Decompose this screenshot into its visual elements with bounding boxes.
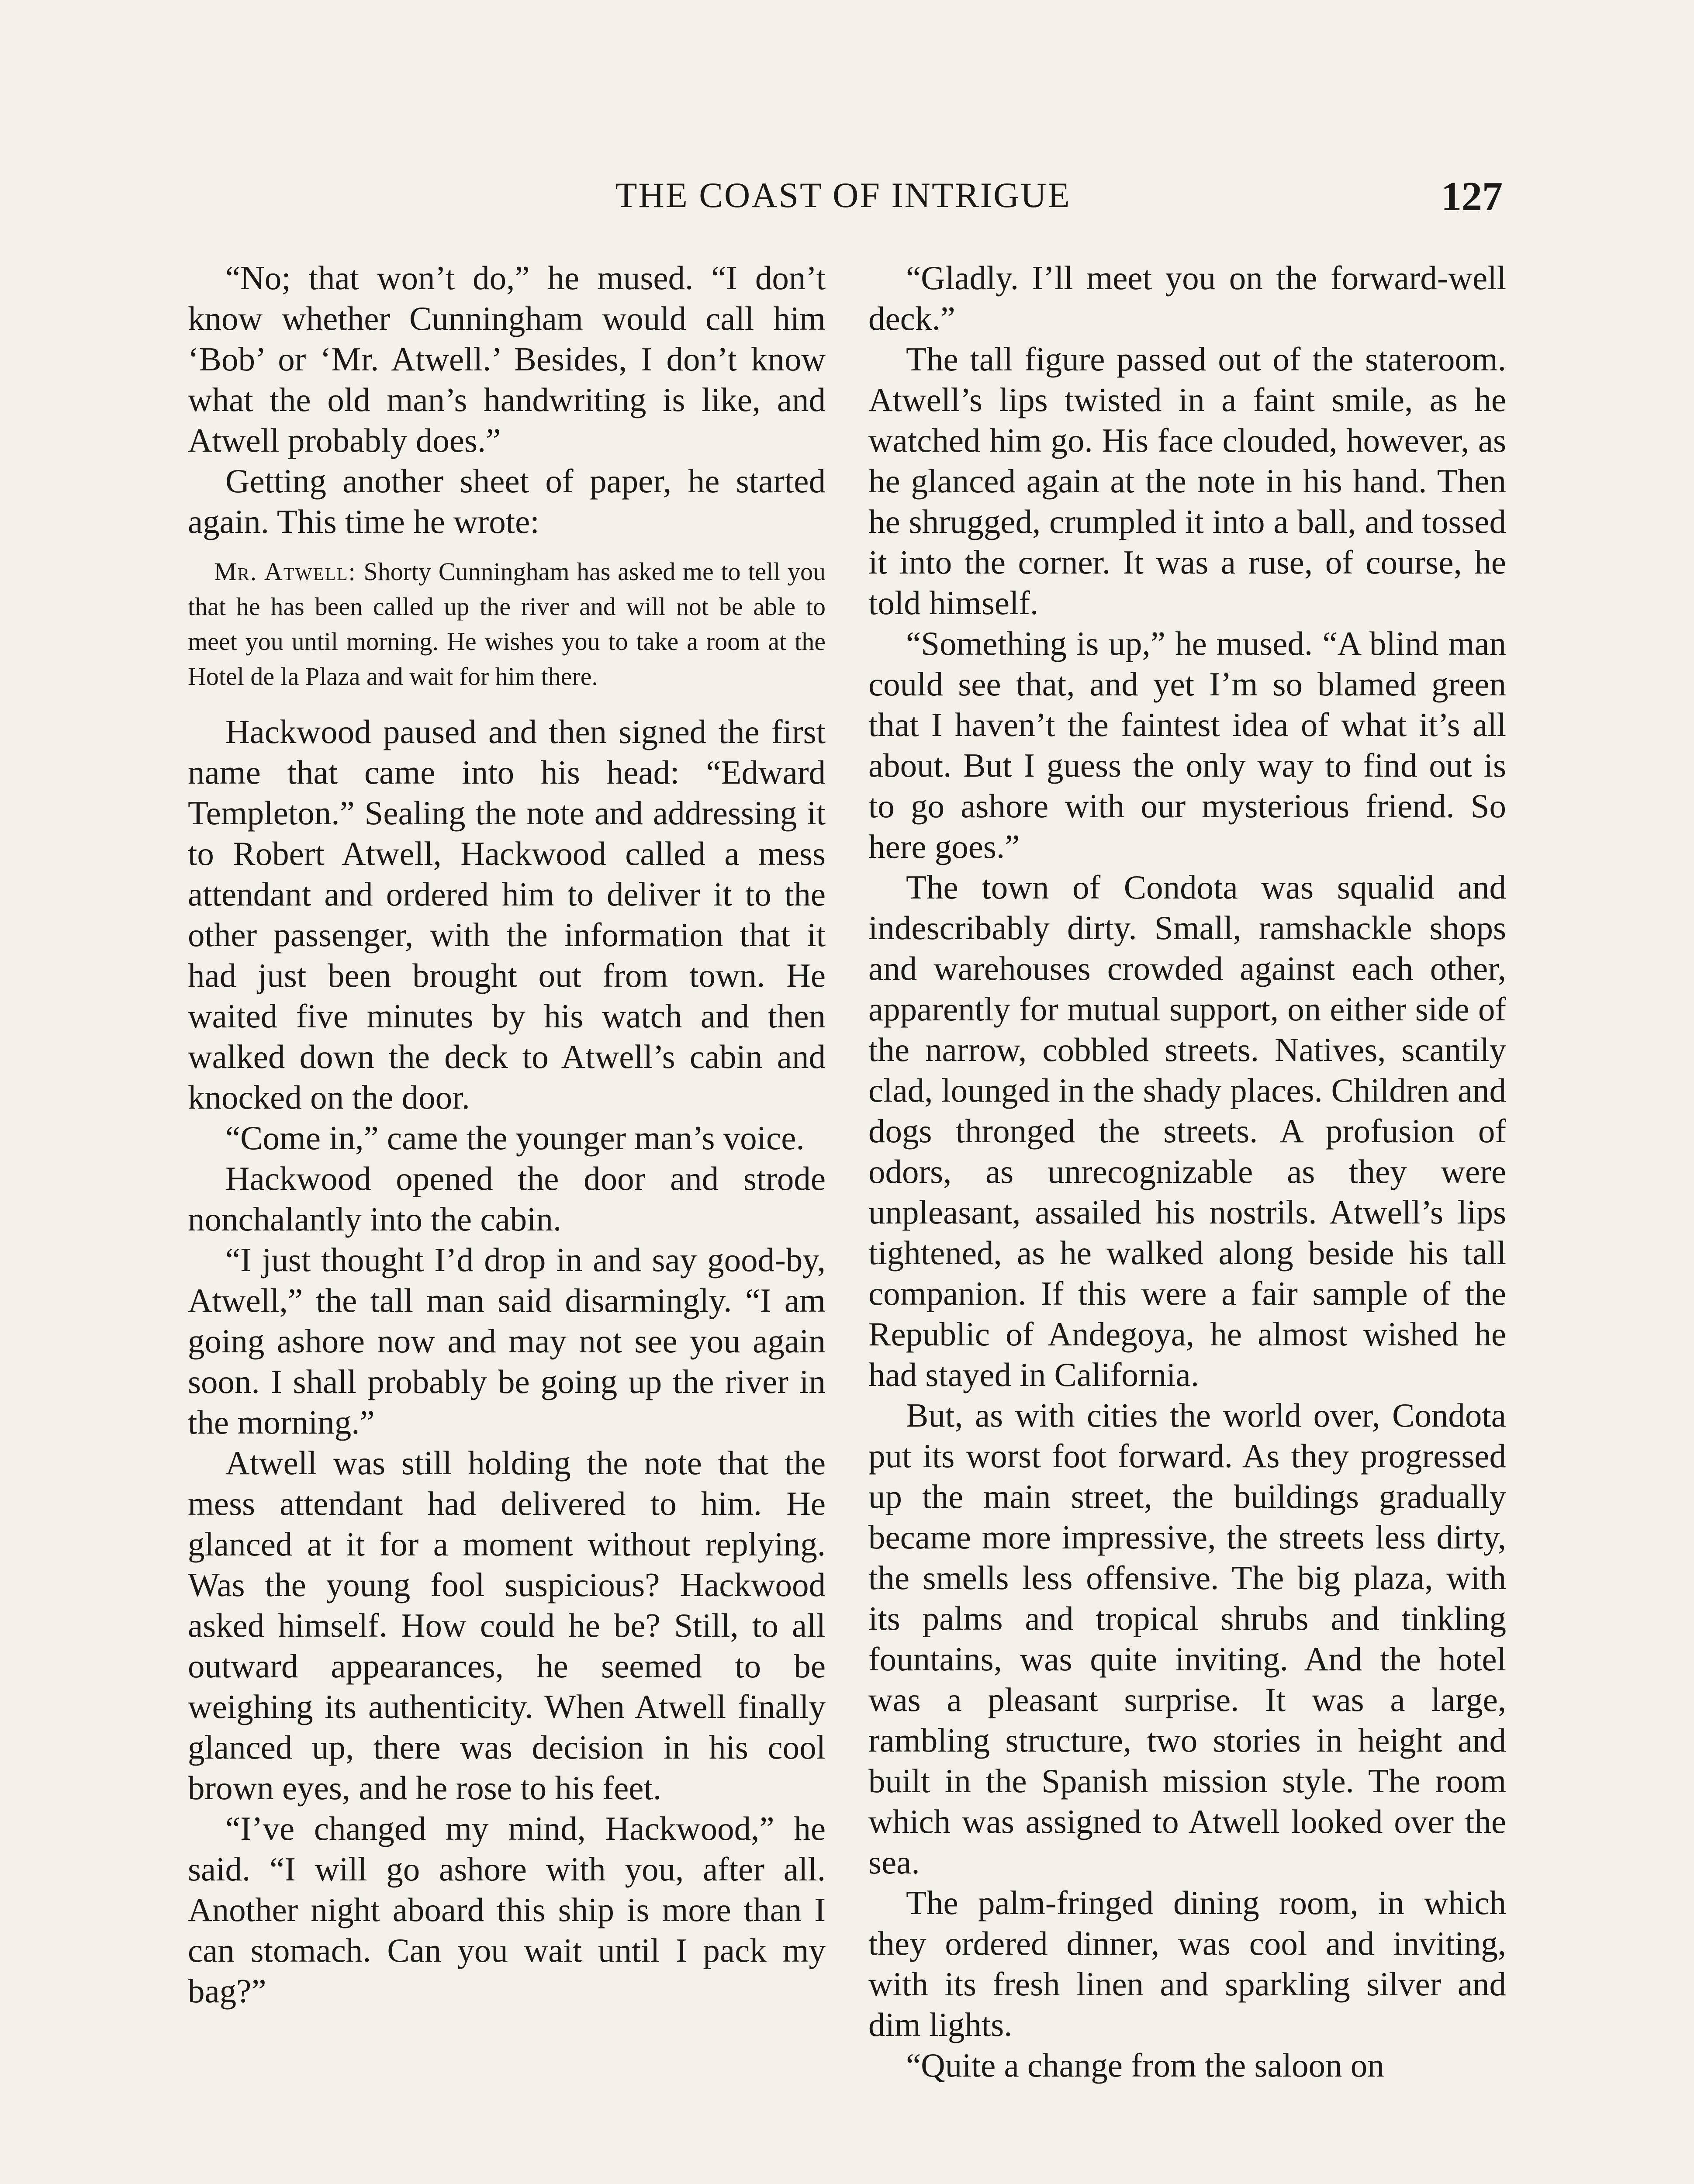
paragraph: “No; that won’t do,” he mused. “I don’t know whether Cunningham would call him ‘Bob’ or ‘Mr. Atwell.’ Besides, I don’t know what the old man’s handwriting is like, and Atwell probably does.”	[188, 259, 826, 459]
paragraph: The palm-fringed dining room, in which they ordered dinner, was cool and inviting, with its fresh linen and sparkling silver and dim lights.	[868, 1884, 1506, 2043]
paragraph: “Come in,” came the younger man’s voice.	[225, 1119, 805, 1157]
paragraph: “Quite a change from the saloon on	[906, 2046, 1384, 2084]
page-number: 127	[1441, 174, 1503, 219]
note-text: Shorty Cunningham has asked me to tell you that he has been called up the river and will not be able to meet you until morning. He wishes you to take a room at the Hotel de la Plaza and wait for him there.	[188, 557, 826, 691]
paragraph: The town of Condota was squalid and indescribably dirty. Small, ramshackle shops and warehouses crowded against each other, apparently for mutual support, on either side of the narrow, cobbled streets. Natives, scantily clad, lounged in the shady places. Children and dogs thronged the streets. A profusion of odors, as unrecognizable as they were unpleasant, assailed his nostrils. Atwell’s lips tightened, as he walked along beside his tall companion. If this were a fair sample of the Republic of Andegoya, he almost wished he had stayed in California.	[868, 868, 1506, 1393]
paragraph: “Something is up,” he mused. “A blind man could see that, and yet I’m so blamed green that I haven’t the faintest idea of what it’s all about. But I guess the only way to find out is to go ashore with our mysterious friend. So here goes.”	[868, 625, 1506, 865]
running-title: THE COAST OF INTRIGUE	[615, 175, 1071, 215]
paragraph: Getting another sheet of paper, he started again. This time he wrote:	[188, 462, 826, 540]
paragraph: Hackwood paused and then signed the first name that came into his head: “Edward Templeton.” Sealing the note and addressing it to Robert Atwell, Hackwood called a mess attendant and ordered him to deliver it to the other passenger, with the information that it had just been brought out from town. He waited five minutes by his watch and then walked down the deck to Atwell’s cabin and knocked on the door.	[188, 713, 826, 1116]
paragraph: “I just thought I’d drop in and say good-by, Atwell,” the tall man said disarmingly. “I am going ashore now and may not see you again soon. I shall probably be going up the river in the morning.”	[188, 1241, 826, 1441]
page-header	[183, 175, 1503, 223]
paragraph: Atwell was still holding the note that the mess attendant had delivered to him. He glanced at it for a moment without replying. Was the young fool suspicious? Hackwood asked himself. How could he be? Still, to all outward appearances, he seemed to be weighing its authenticity. When Atwell finally glanced up, there was decision in his cool brown eyes, and he rose to his feet.	[188, 1444, 826, 1807]
paragraph: “Gladly. I’ll meet you on the forward-well deck.”	[868, 259, 1506, 337]
paragraph: Hackwood opened the door and strode nonchalantly into the cabin.	[188, 1160, 826, 1238]
quoted-note	[188, 554, 826, 694]
left-column	[188, 258, 826, 2011]
paragraph: The tall figure passed out of the stateroom. Atwell’s lips twisted in a faint smile, as he watched him go. His face clouded, however, as he glanced again at the note in his hand. Then he shrugged, crumpled it into a ball, and tossed it into the corner. It was a ruse, of course, he told himself.	[868, 340, 1506, 622]
paragraph: But, as with cities the world over, Condota put its worst foot forward. As they progressed up the main street, the buildings gradually became more impressive, the streets less dirty, the smells less offensive. The big plaza, with its palms and tropical shrubs and tinkling fountains, was quite inviting. And the hotel was a pleasant surprise. It was a large, rambling structure, two stories in height and built in the Spanish mission style. The room which was assigned to Atwell looked over the sea.	[868, 1396, 1506, 1881]
note-addressee: Mr. Atwell:	[214, 557, 356, 586]
paragraph: “I’ve changed my mind, Hackwood,” he said. “I will go ashore with you, after all. Another night aboard this ship is more than I can stomach. Can you wait until I pack my bag?”	[188, 1810, 826, 2010]
right-column	[868, 258, 1506, 2086]
